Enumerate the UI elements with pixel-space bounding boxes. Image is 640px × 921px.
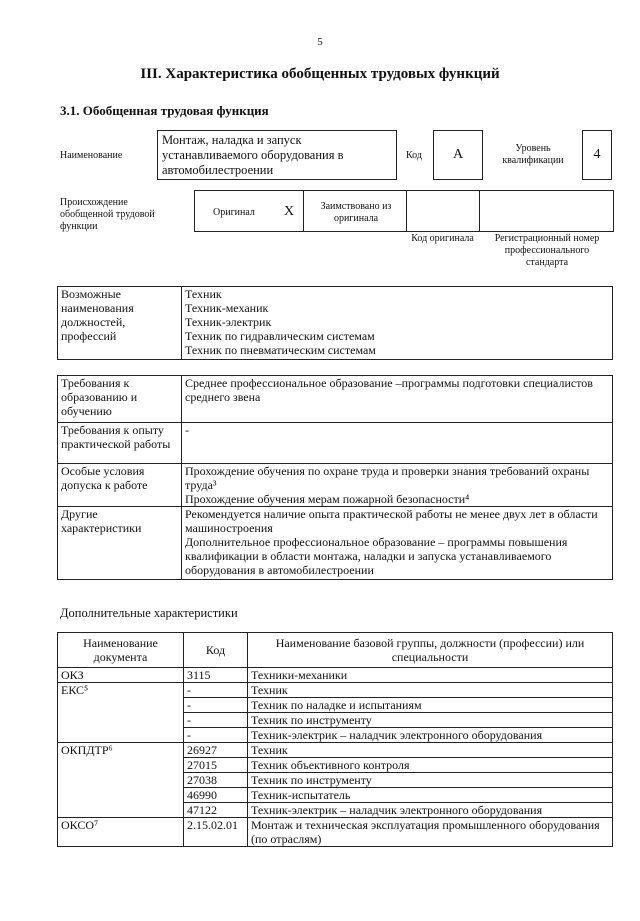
page-number: 5 — [317, 36, 323, 48]
requirement-label: Требования к образованию и обучению — [58, 376, 182, 423]
origin-box — [194, 190, 614, 232]
code-cell: - — [184, 728, 248, 743]
list-item: Техник-механик — [185, 301, 269, 315]
level-label: Уровень квалификации — [502, 143, 564, 166]
code-value: А — [433, 130, 483, 180]
origin-label: Происхождение обобщенной трудовой функции — [60, 197, 155, 232]
subsection-title: 3.1. Обобщенная трудовая функция — [60, 103, 269, 118]
table-row — [58, 668, 613, 683]
requirement-text: Среднее профессиональное образование –программы подготовки специалистов среднего звена — [185, 376, 593, 404]
positions-table — [57, 286, 613, 360]
col-header-doc: Наименование документа — [58, 633, 184, 668]
doc-cell: ОКСО⁷ — [58, 818, 184, 847]
borrowed-label: Заимствовано из оригинала — [320, 201, 392, 224]
code-label: Код — [406, 150, 422, 161]
original-label: Оригинал — [213, 207, 255, 218]
list-item: Техник по гидравлическим системам — [185, 329, 375, 343]
table-row — [58, 743, 613, 758]
list-item: Техник-электрик — [185, 315, 272, 329]
col-header-code: Код — [184, 633, 248, 668]
requirement-text: Рекомендуется наличие опыта практической работы не менее двух лет в области машиностроения — [185, 507, 598, 535]
reg-number-caption: Регистрационный номер профессионального стандарта — [494, 233, 600, 268]
code-cell: 26927 — [184, 743, 248, 758]
name-cell: Техник объективного контроля — [248, 758, 613, 773]
requirement-text: Дополнительное профессиональное образование – программы повышения квалификации в области монтажа, наладки и запуска устанавливаемого оборудования в автомобилестроении — [185, 535, 568, 577]
list-item: Техник — [185, 287, 222, 301]
code-cell: 27038 — [184, 773, 248, 788]
name-cell: Техник по инструменту — [248, 773, 613, 788]
col-header-name: Наименование базовой группы, должности (профессии) или специальности — [248, 633, 613, 668]
name-cell: Техник-электрик – наладчик электронного оборудования — [248, 803, 613, 818]
code-cell: 47122 — [184, 803, 248, 818]
name-cell: Техники-механики — [248, 668, 613, 683]
code-cell: - — [184, 698, 248, 713]
name-cell: Техник — [248, 743, 613, 758]
code-original-caption: Код оригинала — [411, 233, 474, 244]
divider — [479, 191, 480, 231]
name-cell: Техник-электрик – наладчик электронного оборудования — [248, 728, 613, 743]
code-cell: - — [184, 683, 248, 698]
name-cell: Техник — [248, 683, 613, 698]
name-cell: Техник по инструменту — [248, 713, 613, 728]
name-label: Наименование — [60, 150, 123, 161]
positions-list — [182, 287, 613, 360]
name-cell: Техник по наладке и испытаниям — [248, 698, 613, 713]
table-row — [58, 818, 613, 847]
requirement-label: Особые условия допуска к работе — [58, 464, 182, 507]
positions-label: Возможные наименования должностей, профессий — [58, 287, 182, 360]
doc-cell: ЕКС⁵ — [58, 683, 184, 743]
requirement-text: - — [185, 423, 189, 437]
code-cell: 46990 — [184, 788, 248, 803]
name-cell: Техник-испытатель — [248, 788, 613, 803]
level-value: 4 — [582, 130, 612, 180]
additional-table — [57, 632, 613, 847]
code-cell: 2.15.02.01 — [184, 818, 248, 847]
table-row — [58, 683, 613, 698]
doc-cell: ОКЗ — [58, 668, 184, 683]
doc-cell: ОКПДТР⁶ — [58, 743, 184, 818]
requirement-label: Требования к опыту практической работы — [58, 423, 182, 464]
name-value: Монтаж, наладка и запуск устанавливаемого оборудования в автомобилестроении — [157, 130, 397, 180]
additional-heading: Дополнительные характеристики — [60, 606, 238, 620]
requirement-text: Прохождение обучения по охране труда и проверки знания требований охраны труда³ — [185, 464, 590, 492]
divider — [303, 191, 304, 231]
list-item: Техник по пневматическим системам — [185, 343, 376, 357]
section-title: III. Характеристика обобщенных трудовых функций — [140, 66, 500, 82]
code-cell: 3115 — [184, 668, 248, 683]
code-cell: - — [184, 713, 248, 728]
original-mark: Х — [284, 204, 295, 219]
requirement-text: Прохождение обучения мерам пожарной безопасности⁴ — [185, 492, 470, 506]
name-cell: Монтаж и техническая эксплуатация промышленного оборудования (по отраслям) — [248, 818, 613, 847]
requirement-label: Другие характеристики — [58, 507, 182, 580]
divider — [406, 191, 407, 231]
code-cell: 27015 — [184, 758, 248, 773]
requirements-table — [57, 375, 613, 580]
